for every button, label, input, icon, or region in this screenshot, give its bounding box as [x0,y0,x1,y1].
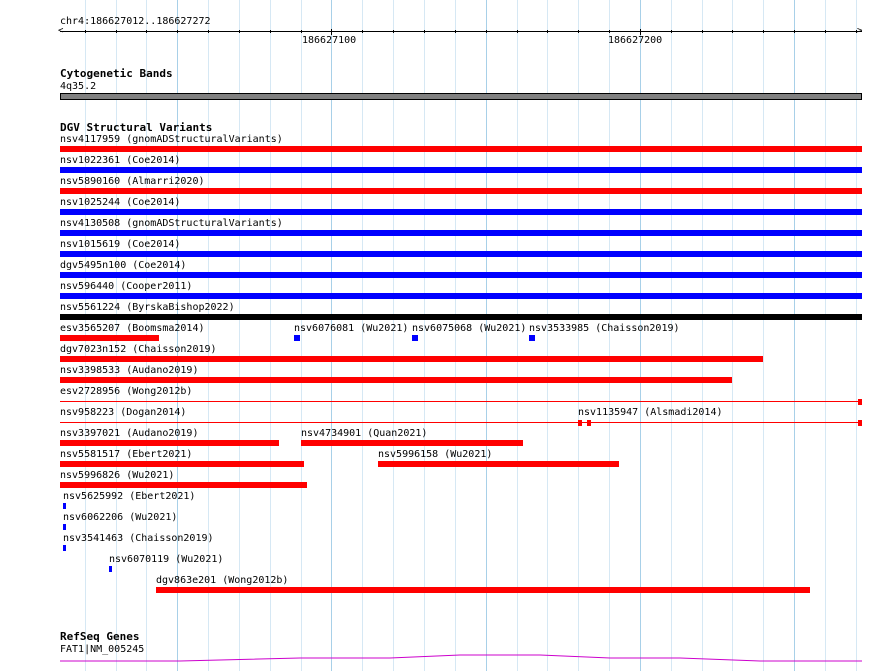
ruler-tick [393,30,394,33]
cytoband-track-title[interactable]: Cytogenetic Bands [60,67,173,80]
grid-line [763,0,764,671]
dgv-feature-label: nsv958223 (Dogan2014) [60,407,187,418]
dgv-feature-label: esv3565207 (Boomsma2014) [60,323,205,334]
cytoband-bar[interactable] [60,93,862,100]
dgv-feature-label: nsv6062206 (Wu2021) [63,512,178,523]
dgv-feature-label: nsv3541463 (Chaisson2019) [63,533,214,544]
grid-line [455,0,456,671]
dgv-feature-bar[interactable] [60,335,159,341]
ruler-tick [486,30,487,33]
dgv-feature-label: nsv6076081 (Wu2021) [294,323,409,334]
refseq-track-title[interactable]: RefSeq Genes [60,630,140,643]
ruler-axis[interactable] [60,31,862,32]
dgv-feature-bar[interactable] [529,335,535,341]
range-label: chr4:186627012..186627272 [60,16,211,27]
grid-line [393,0,394,671]
dgv-feature-bar[interactable] [60,167,862,173]
dgv-feature-label: nsv1015619 (Coe2014) [60,239,181,250]
dgv-feature-bar[interactable] [60,314,862,320]
grid-line [486,0,487,671]
dgv-feature-label: nsv4117959 (gnomADStructuralVariants) [60,134,283,145]
grid-line [794,0,795,671]
grid-line [671,0,672,671]
ruler-tick [825,30,826,33]
dgv-feature-label: nsv4130508 (gnomADStructuralVariants) [60,218,283,229]
dgv-feature-bar[interactable] [60,440,279,446]
grid-line [270,0,271,671]
dgv-feature-bar[interactable] [378,461,619,467]
ruler-tick [856,30,857,33]
dgv-feature-label: dgv5495n100 (Coe2014) [60,260,187,271]
grid-line [424,0,425,671]
dgv-feature-bar[interactable] [109,566,112,572]
cytoband-label: 4q35.2 [60,81,97,92]
ruler-tick [424,30,425,33]
ruler-tick [301,30,302,33]
dgv-feature-bar[interactable] [60,482,307,488]
ruler-right-arrow-icon: > [857,26,863,36]
dgv-feature-label: nsv3397021 (Audano2019) [60,428,199,439]
grid-line [702,0,703,671]
dgv-feature-bar[interactable] [63,545,66,551]
dgv-feature-endcap [587,420,591,426]
grid-line [825,0,826,671]
dgv-feature-bar[interactable] [578,422,862,423]
grid-line [578,0,579,671]
dgv-feature-bar[interactable] [294,335,300,341]
ruler-tick [702,30,703,33]
ruler-tick [208,30,209,33]
dgv-feature-bar[interactable] [60,356,763,362]
dgv-feature-bar[interactable] [60,272,862,278]
dgv-feature-bar[interactable] [412,335,418,341]
grid-line [856,0,857,671]
grid-line [547,0,548,671]
dgv-feature-label: nsv3398533 (Audano2019) [60,365,199,376]
dgv-track-title[interactable]: DGV Structural Variants [60,121,213,134]
dgv-feature-label: nsv5996158 (Wu2021) [378,449,493,460]
grid-line [239,0,240,671]
dgv-feature-endcap [578,420,582,426]
dgv-feature-bar[interactable] [60,251,862,257]
dgv-feature-bar[interactable] [60,146,862,152]
dgv-feature-label: nsv1025244 (Coe2014) [60,197,181,208]
grid-line [732,0,733,671]
dgv-feature-endcap [858,399,862,405]
dgv-feature-bar[interactable] [60,401,862,402]
dgv-feature-label: dgv863e201 (Wong2012b) [156,575,289,586]
ruler-tick [146,30,147,33]
ruler-tick [763,30,764,33]
dgv-feature-bar[interactable] [63,503,66,509]
dgv-feature-bar[interactable] [301,440,523,446]
grid-line [301,0,302,671]
dgv-feature-bar[interactable] [60,461,304,467]
dgv-feature-bar[interactable] [60,377,732,383]
dgv-feature-label: nsv4734901 (Quan2021) [301,428,428,439]
grid-line [640,0,641,671]
dgv-feature-label: nsv5996826 (Wu2021) [60,470,175,481]
dgv-feature-bar[interactable] [60,188,862,194]
grid-line [331,0,332,671]
ruler-tick [517,30,518,33]
ruler-left-arrow-icon: < [58,26,64,36]
dgv-feature-label: nsv596440 (Cooper2011) [60,281,193,292]
ruler-tick [116,30,117,33]
grid-line [517,0,518,671]
grid-line [609,0,610,671]
dgv-feature-bar[interactable] [60,230,862,236]
dgv-feature-label: dgv7023n152 (Chaisson2019) [60,344,217,355]
dgv-feature-label: nsv1022361 (Coe2014) [60,155,181,166]
dgv-feature-bar[interactable] [156,587,810,593]
ruler-tick [547,30,548,33]
grid-line [208,0,209,671]
dgv-feature-label: nsv1135947 (Alsmadi2014) [578,407,723,418]
dgv-feature-label: nsv5561224 (ByrskaBishop2022) [60,302,235,313]
ruler-tick [177,30,178,33]
ruler-tick [270,30,271,33]
dgv-feature-label: nsv3533985 (Chaisson2019) [529,323,680,334]
dgv-feature-label: nsv5890160 (Almarri2020) [60,176,205,187]
dgv-feature-label: nsv6075068 (Wu2021) [412,323,527,334]
ruler-tick [671,30,672,33]
grid-line [362,0,363,671]
dgv-feature-label: nsv6070119 (Wu2021) [109,554,224,565]
dgv-feature-bar[interactable] [60,293,862,299]
dgv-feature-label: nsv5625992 (Ebert2021) [63,491,196,502]
refseq-gene-feature[interactable] [60,650,862,664]
dgv-feature-label: esv2728956 (Wong2012b) [60,386,193,397]
ruler-tick-label-186627200: 186627200 [608,35,663,46]
dgv-feature-label: nsv5581517 (Ebert2021) [60,449,193,460]
ruler-tick [85,30,86,33]
ruler-tick-label-186627100: 186627100 [302,35,357,46]
ruler-tick [794,30,795,33]
dgv-feature-endcap [858,420,862,426]
ruler-tick [239,30,240,33]
grid-line [177,0,178,671]
ruler-tick [455,30,456,33]
dgv-feature-bar[interactable] [60,209,862,215]
ruler-tick [609,30,610,33]
dgv-feature-bar[interactable] [63,524,66,530]
refseq-gene-label: FAT1|NM_005245 [60,644,145,655]
dgv-feature-bar[interactable] [60,422,591,423]
ruler-tick [362,30,363,33]
ruler-tick [732,30,733,33]
ruler-tick [578,30,579,33]
